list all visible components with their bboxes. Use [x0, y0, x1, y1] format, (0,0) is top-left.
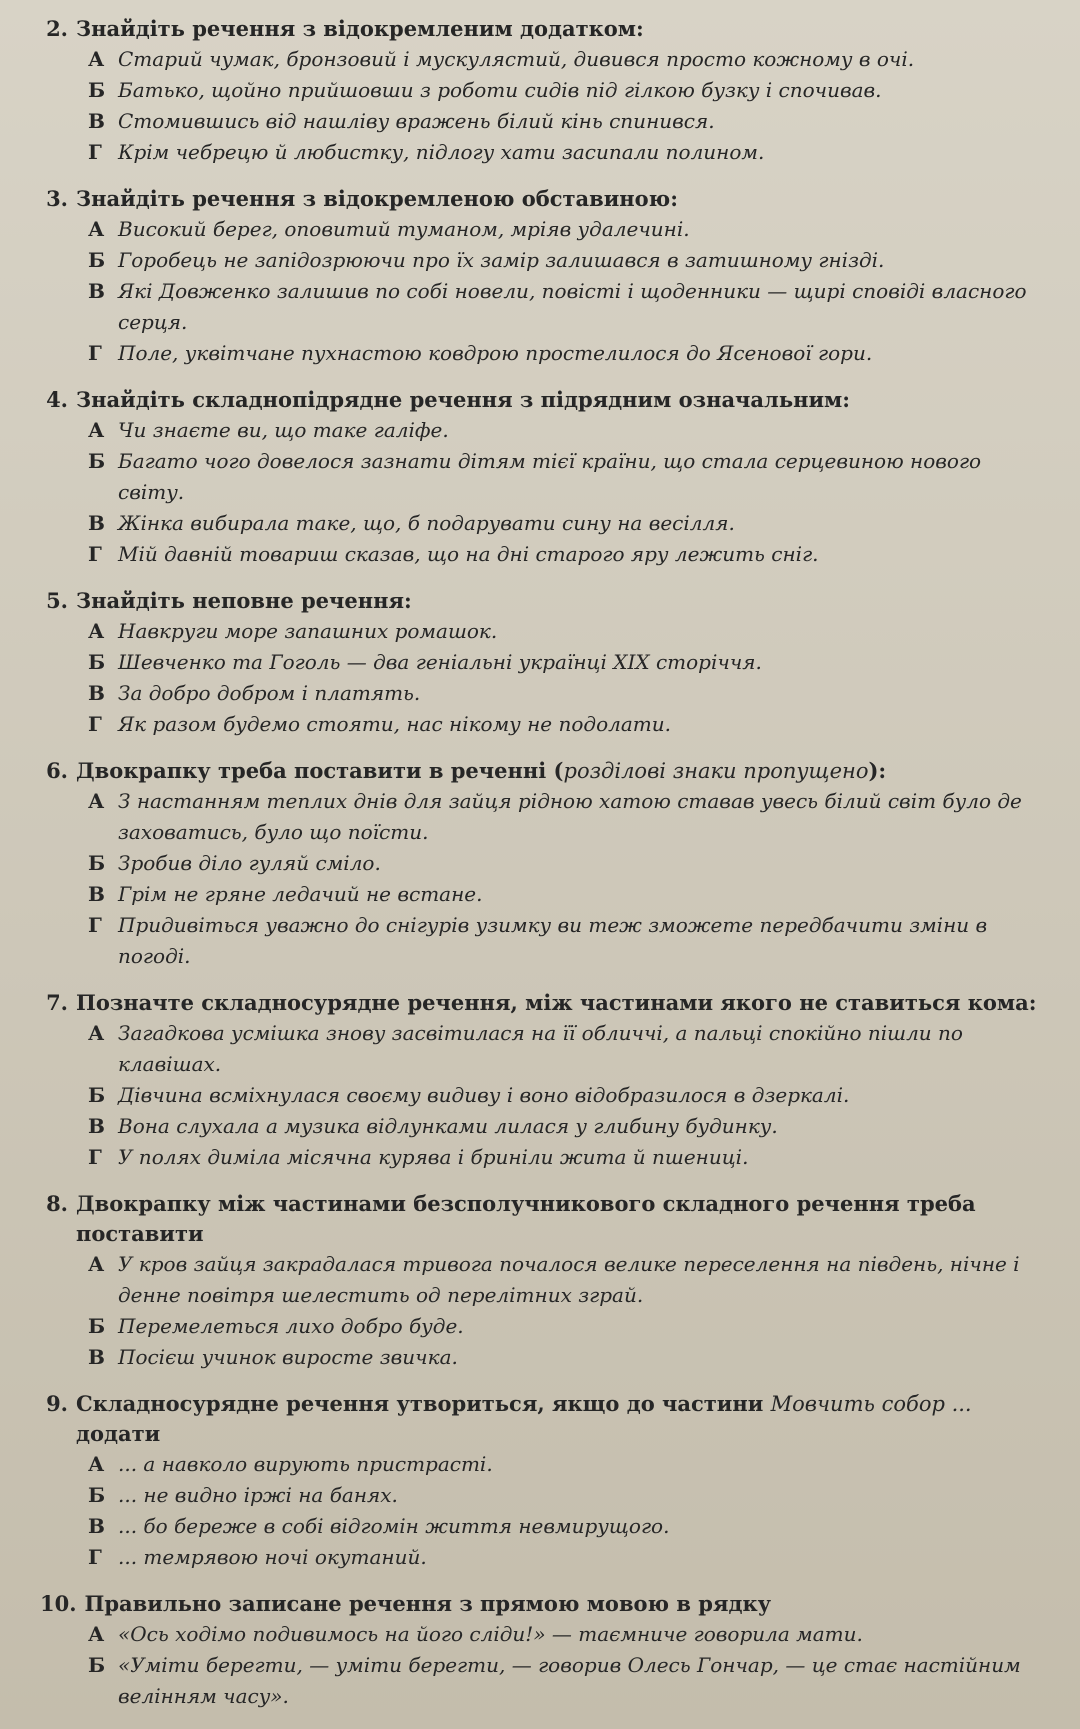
option-text: Крім чебрецю й любистку, підлогу хати засипали полином.	[118, 140, 765, 164]
option-text: Вона слухала а музика відлунками лилася у глибину будинку.	[118, 1114, 778, 1138]
option	[88, 1018, 1040, 1080]
option-letter: Г	[88, 542, 102, 566]
question-7	[40, 988, 1040, 1173]
option	[88, 338, 1040, 369]
option-text: Стомившись від нашліву вражень білий кінь спинився.	[118, 109, 715, 133]
option	[88, 879, 1040, 910]
option-letter: Б	[88, 449, 106, 473]
option-letter: Г	[88, 1145, 102, 1169]
question-prompt: Правильно записане речення з прямою мовою в рядку	[84, 1591, 772, 1616]
question-heading	[40, 1389, 1040, 1449]
question-number: 6.	[46, 758, 68, 783]
option	[88, 616, 1040, 647]
option-text: Батько, щойно прийшовши з роботи сидів під гілкою бузку і спочивав.	[118, 78, 882, 102]
option	[88, 1650, 1040, 1712]
option-text: Чи знаєте ви, що таке галіфе.	[118, 418, 449, 442]
option-text: Горобець не запідозрюючи про їх замір залишався в затишному гнізді.	[118, 248, 885, 272]
option-letter: А	[88, 789, 105, 813]
option	[88, 415, 1040, 446]
option	[88, 508, 1040, 539]
question-prompt	[76, 756, 886, 786]
options-list	[40, 415, 1040, 570]
option-text: Посієш учинок виросте звичка.	[118, 1345, 458, 1369]
option-text: Високий берег, оповитий туманом, мріяв удалечині.	[118, 217, 690, 241]
option-letter: В	[88, 681, 105, 705]
option-text: ... темрявою ночі окутаний.	[118, 1545, 427, 1569]
options-list	[40, 786, 1040, 972]
option-letter: В	[88, 511, 105, 535]
option-text: ... бо береже в собі відгомін життя невмирущого.	[118, 1514, 670, 1538]
question-heading	[40, 184, 1040, 214]
question-number: 2.	[46, 16, 68, 41]
question-prompt: Двокрапку між частинами безсполучникового складного речення треба поставити	[76, 1191, 976, 1246]
option-letter: Г	[88, 712, 102, 736]
option-text: Багато чого довелося зазнати дітям тієї країни, що стала серцевиною нового світу.	[118, 449, 982, 504]
question-number: 10.	[40, 1591, 77, 1616]
option-letter: Г	[88, 140, 102, 164]
option-letter: Б	[88, 1314, 106, 1338]
question-10	[40, 1589, 1040, 1712]
option	[88, 848, 1040, 879]
options-list	[40, 1619, 1040, 1712]
option	[88, 1249, 1040, 1311]
option	[88, 1342, 1040, 1373]
question-5	[40, 586, 1040, 740]
question-heading	[40, 1589, 1040, 1619]
options-list	[40, 1449, 1040, 1573]
options-list	[40, 1018, 1040, 1173]
question-number: 5.	[46, 588, 68, 613]
option	[88, 647, 1040, 678]
option-letter: В	[88, 1345, 105, 1369]
question-heading	[40, 988, 1040, 1018]
option	[88, 1542, 1040, 1573]
option-text: Як разом будемо стояти, нас нікому не подолати.	[118, 712, 671, 736]
option	[88, 446, 1040, 508]
option	[88, 276, 1040, 338]
option	[88, 786, 1040, 848]
option-text: «Ось ходімо подивимось на його сліди!» — таємниче говорила мати.	[118, 1622, 863, 1646]
option	[88, 1449, 1040, 1480]
option-letter: А	[88, 1452, 105, 1476]
option-letter: Б	[88, 1483, 106, 1507]
options-list	[40, 616, 1040, 740]
option	[88, 1619, 1040, 1650]
prompt-start: Складносурядне речення утвориться, якщо до частини	[76, 1391, 771, 1416]
option-text: «Уміти берегти, — уміти берегти, — говорив Олесь Гончар, — це стає настійним велінням часу».	[118, 1653, 1021, 1708]
option-letter: Б	[88, 851, 106, 875]
option-text: Зробив діло гуляй сміло.	[118, 851, 381, 875]
option-letter: В	[88, 109, 105, 133]
option-letter: А	[88, 47, 105, 71]
option-letter: Б	[88, 650, 106, 674]
option-letter: Б	[88, 248, 106, 272]
option-letter: А	[88, 1252, 105, 1276]
options-list	[40, 44, 1040, 168]
option	[88, 44, 1040, 75]
option	[88, 137, 1040, 168]
option-text: ... не видно іржі на банях.	[118, 1483, 398, 1507]
option-text: Жінка вибирала таке, що, б подарувати сину на весілля.	[118, 511, 735, 535]
option	[88, 1080, 1040, 1111]
option	[88, 539, 1040, 570]
question-number: 7.	[46, 990, 68, 1015]
option-text: Які Довженко залишив по собі новели, повісті і щоденники — щирі сповіді власного серця.	[118, 279, 1027, 334]
option	[88, 75, 1040, 106]
question-9	[40, 1389, 1040, 1573]
option-letter: Б	[88, 1653, 106, 1677]
option	[88, 1111, 1040, 1142]
option-letter: Б	[88, 1083, 106, 1107]
options-list	[40, 1249, 1040, 1373]
option-letter: А	[88, 217, 105, 241]
prompt-end: ):	[868, 758, 887, 783]
question-prompt: Знайдіть неповне речення:	[76, 588, 412, 613]
option-letter: Г	[88, 1545, 102, 1569]
option-text: Грім не гряне ледачий не встане.	[118, 882, 483, 906]
option-letter: Б	[88, 78, 106, 102]
option-text: Шевченко та Гоголь — два геніальні українці XIX сторіччя.	[118, 650, 762, 674]
option	[88, 1511, 1040, 1542]
option-letter: В	[88, 882, 105, 906]
question-number: 9.	[46, 1391, 68, 1416]
option-letter: В	[88, 279, 105, 303]
option-text: Загадкова усмішка знову засвітилася на її обличчі, а пальці спокійно пішли по клавішах.	[118, 1021, 963, 1076]
option	[88, 1311, 1040, 1342]
option-text: Дівчина всміхнулася своєму видиву і воно відобразилося в дзеркалі.	[118, 1083, 850, 1107]
option-letter: А	[88, 1622, 105, 1646]
option-text: Мій давній товариш сказав, що на дні старого яру лежить сніг.	[118, 542, 819, 566]
question-number: 8.	[46, 1191, 68, 1216]
question-prompt: Знайдіть складнопідрядне речення з підрядним означальним:	[76, 387, 851, 412]
option-letter: Г	[88, 913, 102, 937]
prompt-start: Двокрапку треба поставити в реченні (	[76, 758, 564, 783]
option-text: Навкруги море запашних ромашок.	[118, 619, 498, 643]
option	[88, 1480, 1040, 1511]
option-text: Старий чумак, бронзовий і мускулястий, дивився просто кожному в очі.	[118, 47, 915, 71]
question-2	[40, 14, 1040, 168]
question-prompt: Знайдіть речення з відокремленою обставиною:	[76, 186, 678, 211]
question-prompt: Знайдіть речення з відокремленим додатком:	[76, 16, 644, 41]
option-text: Поле, уквітчане пухнастою ковдрою простелилося до Ясенової гори.	[118, 341, 873, 365]
option	[88, 709, 1040, 740]
option-letter: А	[88, 619, 105, 643]
option	[88, 910, 1040, 972]
question-number: 4.	[46, 387, 68, 412]
question-prompt	[76, 1389, 1040, 1449]
option-text: У кров зайця закрадалася тривога почалося велике переселення на південь, нічне і денне повітря шелестить од перелітних зграй.	[118, 1252, 1020, 1307]
prompt-hint: розділові знаки пропущено	[563, 759, 869, 783]
option-letter: А	[88, 418, 105, 442]
prompt-end: додати	[76, 1421, 161, 1446]
options-list	[40, 214, 1040, 369]
question-heading	[40, 756, 1040, 786]
option-text: Придивіться уважно до снігурів узимку ви теж зможете передбачити зміни в погоді.	[118, 913, 988, 968]
question-8	[40, 1189, 1040, 1373]
question-6	[40, 756, 1040, 972]
prompt-hint: Мовчить собор ...	[770, 1392, 972, 1416]
option	[88, 214, 1040, 245]
question-heading	[40, 14, 1040, 44]
option-letter: А	[88, 1021, 105, 1045]
question-heading	[40, 385, 1040, 415]
option-letter: В	[88, 1514, 105, 1538]
question-heading	[40, 586, 1040, 616]
question-number: 3.	[46, 186, 68, 211]
question-heading	[40, 1189, 1040, 1249]
option-text: У полях диміла місячна курява і бриніли жита й пшениці.	[118, 1145, 749, 1169]
option-letter: В	[88, 1114, 105, 1138]
option-letter: Г	[88, 341, 102, 365]
option	[88, 1142, 1040, 1173]
option	[88, 678, 1040, 709]
option-text: З настанням теплих днів для зайця рідною хатою ставав увесь білий світ було де заховатись, було що поїсти.	[118, 789, 1022, 844]
question-3	[40, 184, 1040, 369]
option-text: Перемелеться лихо добро буде.	[118, 1314, 464, 1338]
option-text: За добро добром і платять.	[118, 681, 421, 705]
option	[88, 245, 1040, 276]
option-text: ... а навколо вирують пристрасті.	[118, 1452, 493, 1476]
question-prompt: Позначте складносурядне речення, між частинами якого не ставиться кома:	[76, 990, 1037, 1015]
question-4	[40, 385, 1040, 570]
option	[88, 106, 1040, 137]
